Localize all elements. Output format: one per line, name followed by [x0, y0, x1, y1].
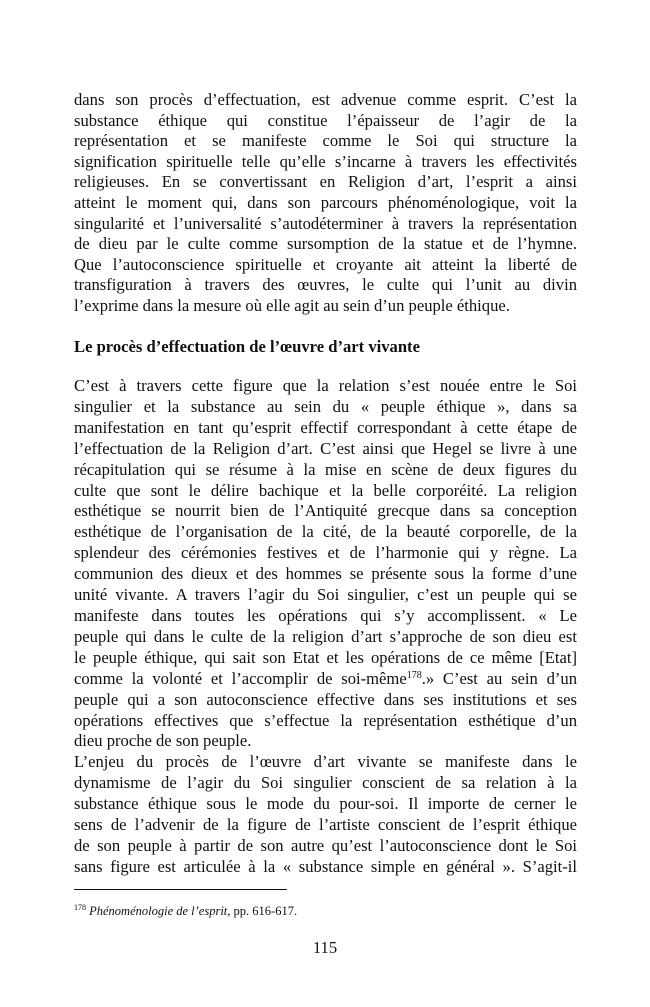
text-line: Que l’autoconscience spirituelle et croyante ait atteint la liberté de: [74, 254, 577, 274]
text-line: dieu proche de son peuple.: [74, 731, 252, 751]
text-line: esthétique de l’organisation de la cité, de la beauté corporelle, de la: [74, 522, 577, 542]
text-line: de dieu par le culte comme sursomption de la statue et de l’hymne.: [74, 234, 577, 254]
text-line: de son peuple à partir de son autre qu’est l’autoconscience dont le Soi: [74, 835, 577, 855]
text-line: religieuses. En se convertissant en Religion d’art, l’esprit a ainsi: [74, 172, 577, 192]
text-line: dynamisme de l’agir du Soi singulier conscient de sa relation à la: [74, 773, 577, 793]
paragraph-2: [74, 376, 577, 878]
footnote-ref[interactable]: 178: [406, 669, 422, 681]
text-line: communion des dieux et des hommes se présente sous la forme d’une: [74, 564, 577, 584]
text-line: le peuple éthique, qui sait son Etat et les opérations de ce même [Etat]: [74, 647, 577, 667]
footnote-divider: [74, 889, 287, 890]
paragraph-1: [74, 90, 577, 317]
text-line: dans son procès d’effectuation, est advenue comme esprit. C’est la: [74, 90, 577, 109]
text-line: culte que sont le délire bachique et la belle corporéité. La religion: [74, 480, 577, 500]
text: .» C’est au sein d’un: [421, 668, 577, 688]
text-line: sens de l’advenir de la figure de l’artiste conscient de l’esprit éthique: [74, 815, 577, 835]
text-line: esthétique se nourrit bien de l’Antiquité grecque dans sa conception: [74, 501, 577, 521]
text-line: l’exprime dans la mesure où elle agit au sein d’un peuple éthique.: [74, 295, 510, 315]
text-line: singulier et la substance au sein du « peuple éthique », dans sa: [74, 396, 577, 416]
footnote-pages: , pp. 616-617.: [227, 904, 298, 918]
text-line: peuple qui a son autoconscience effective dans ses institutions et ses: [74, 689, 577, 709]
text-line: l’effectuation de la Religion d’art. C’est ainsi que Hegel se livre à une: [74, 438, 577, 458]
footnote-number: 178: [74, 903, 86, 912]
text-line: L’enjeu du procès de l’œuvre d’art vivante se manifeste dans le: [74, 752, 577, 772]
page-number: 115: [312, 938, 338, 957]
text-line: splendeur des cérémonies festives et de l’harmonie qui y règne. La: [74, 543, 577, 563]
footnote-title: Phénoménologie de l’esprit: [89, 904, 228, 918]
text-line: substance éthique qui constitue l’épaisseur de l’agir de la: [74, 110, 577, 130]
text-line: récapitulation qui se résume à la mise en scène de deux figures du: [74, 459, 577, 479]
text-line: sans figure est articulée à la « substance simple en général ». S’agit-il: [74, 856, 577, 876]
text-line: [74, 669, 577, 690]
text-line: substance éthique sous le mode du pour-soi. Il importe de cerner le: [74, 794, 577, 814]
text-line: manifeste dans toutes les opérations qui s’y accomplissent. « Le: [74, 605, 577, 625]
text-line: C’est à travers cette figure que la relation s’est nouée entre le Soi: [74, 376, 577, 395]
section-heading: Le procès d’effectuation de l’œuvre d’art vivante: [74, 337, 420, 356]
footnote: [74, 900, 297, 919]
text-line: opérations effectives que s’effectue la représentation esthétique d’un: [74, 710, 577, 730]
text-line: unité vivante. A travers l’agir du Soi singulier, c’est un peuple qui se: [74, 585, 577, 605]
text-line: signification spirituelle telle qu’elle s’incarne à travers les effectivités: [74, 151, 577, 171]
text-line: atteint le moment qui, dans son parcours phénoménologique, voit la: [74, 192, 577, 212]
text-line: manifestation en tant qu’esprit effectif correspondant à cette étape de: [74, 417, 577, 437]
text-line: peuple qui dans le culte de la religion d’art s’approche de son dieu est: [74, 626, 577, 646]
text-line: singularité et l’universalité s’autodéterminer à travers la représentation: [74, 213, 577, 233]
text-line: représentation et se manifeste comme le Soi qui structure la: [74, 131, 577, 151]
text: comme la volonté et l’accomplir de soi-même: [74, 668, 407, 688]
text-line: transfiguration à travers des œuvres, le culte qui l’unit au divin: [74, 275, 577, 295]
